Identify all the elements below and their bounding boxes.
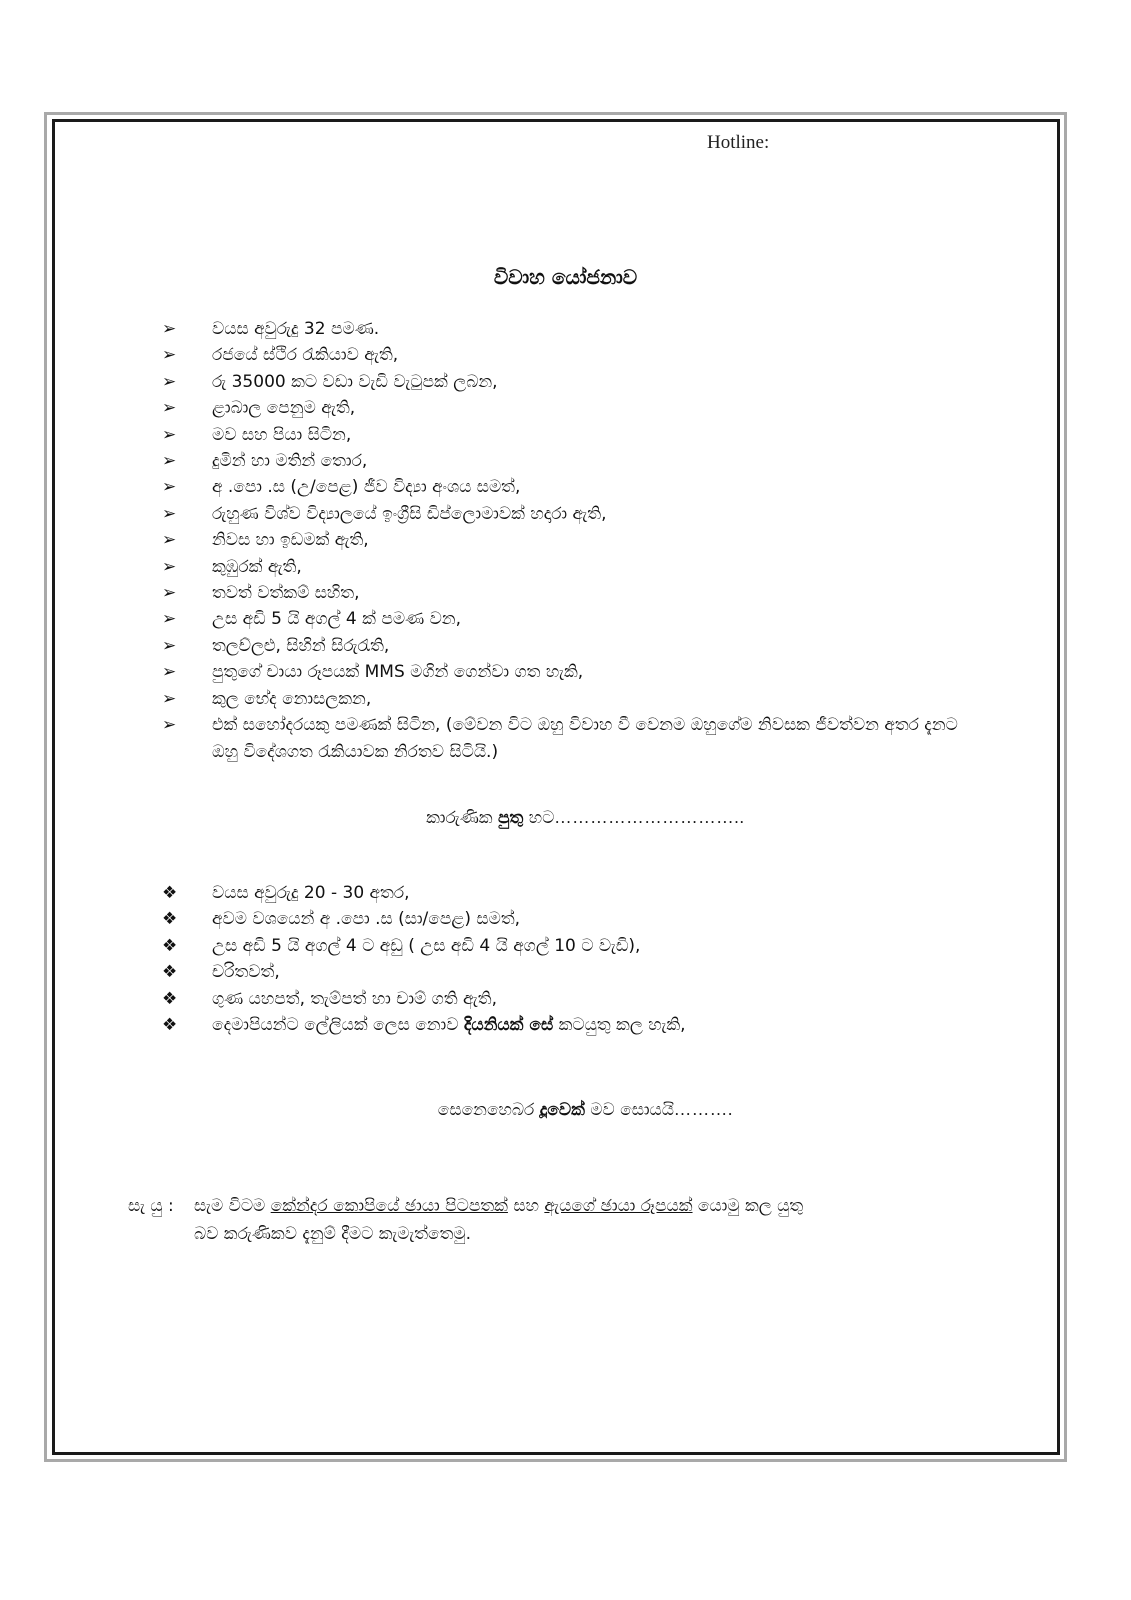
arrow-bullet-icon: ➢: [162, 503, 177, 524]
groom-list-item: [162, 448, 982, 474]
arrow-bullet-icon: ➢: [162, 319, 177, 339]
footnote-line-1: [128, 1192, 958, 1220]
groom-list-item: [162, 501, 982, 527]
bride-last-item-bold: දියනියක් සේ: [463, 1015, 554, 1036]
bride-sentence-dots: ……….: [673, 1100, 734, 1119]
groom-details-list: [162, 316, 982, 765]
groom-list-item: [162, 554, 982, 580]
groom-list-item: [162, 422, 982, 448]
arrow-bullet-icon: ➢: [162, 424, 177, 445]
bride-list-item-text: චරිතවත්,: [212, 962, 280, 983]
bride-sentence-before: සෙනෙහෙබර: [437, 1100, 540, 1120]
groom-list-item-text: පුතුගේ චායා රූපයක් MMS මගින් ගෙන්වා ගත හැකි,: [212, 662, 584, 683]
groom-list-item-text: උස අඩි 5 යි අගල් 4 ක් පමණ වන,: [212, 609, 462, 630]
bride-list-item-text: උස අඩි 5 යි අගල් 4 ට අඩු ( උස අඩි 4 යි අගල් 10 ට වැඩි),: [212, 935, 641, 956]
groom-list-item: [162, 395, 982, 421]
groom-sentence-dots: …………………………..: [554, 808, 745, 827]
groom-list-item: [162, 606, 982, 632]
groom-sentence-after: හට: [523, 808, 555, 828]
groom-sentence-before: කාරුණික: [426, 808, 499, 828]
footnote-part-2: සහ: [507, 1196, 545, 1216]
groom-list-item-text: වයස අවුරුදු 32 පමණ.: [212, 319, 380, 339]
arrow-bullet-icon: ➢: [162, 556, 177, 577]
bride-list-item: [162, 1012, 982, 1038]
diamond-bullet-icon: ❖: [162, 962, 178, 983]
arrow-bullet-icon: ➢: [162, 662, 177, 683]
groom-list-item-text: දුමින් හා මතින් තොර,: [212, 451, 368, 472]
arrow-bullet-icon: ➢: [162, 635, 177, 656]
arrow-bullet-icon: ➢: [162, 477, 177, 498]
groom-sentence: [0, 808, 1131, 828]
arrow-bullet-icon: ➢: [162, 583, 177, 604]
groom-list-item: [162, 316, 982, 342]
footnote-underline-horoscope: කේන්දර කොපියේ ඡායා පිටපතක්: [270, 1196, 508, 1216]
bride-last-item-before: දෙමාපියන්ට ලේලියක් ලෙස නොව: [212, 1015, 464, 1036]
bride-list-item-text: වයස අවුරුදු 20 - 30 අතර,: [212, 883, 410, 903]
bride-list-item-text: අවම වශයෙන් අ .පො .ස (සා/පෙළ) සමත්,: [212, 909, 521, 930]
groom-list-item: [162, 659, 982, 685]
arrow-bullet-icon: ➢: [162, 371, 177, 392]
groom-list-item-text: නිවස හා ඉඩමක් ඇති,: [212, 530, 369, 551]
groom-list-item: [162, 686, 982, 712]
bride-list-item-text: ගුණ යහපත්, තැම්පත් හා චාම් ගති ඇති,: [212, 988, 498, 1009]
bride-sentence-after: මව සොයයි: [584, 1100, 674, 1120]
groom-list-item-text: තවත් වත්කම් සහිත,: [212, 583, 360, 604]
bride-list-item: [162, 880, 982, 906]
bride-list-item: [162, 959, 982, 985]
diamond-bullet-icon: ❖: [162, 988, 178, 1009]
groom-list-item-text: රුහුණ විශ්ව විද්‍යාලයේ ඉංග්‍රීසි ඩිප්ලොමාවක් හදාරා ඇති,: [212, 503, 607, 524]
arrow-bullet-icon: ➢: [162, 398, 177, 419]
arrow-bullet-icon: ➢: [162, 345, 177, 366]
footnote-label: සැ යු :: [128, 1196, 174, 1216]
bride-requirements-list: [162, 880, 982, 1038]
bride-list-item: [162, 986, 982, 1012]
diamond-bullet-icon: ❖: [162, 935, 178, 956]
footnote-line-2: බව කරුණිකව දැනුම් දීමට කැමැත්තෙමු.: [194, 1224, 472, 1244]
footnote-underline-photo: ඇයගේ ඡායා රූපයක්: [544, 1196, 693, 1216]
groom-list-item: [162, 342, 982, 368]
bride-list-item: [162, 906, 982, 932]
arrow-bullet-icon: ➢: [162, 609, 177, 630]
groom-list-item-text: රජයේ ස්ථිර රැකියාව ඇති,: [212, 345, 399, 366]
arrow-bullet-icon: ➢: [162, 688, 177, 709]
diamond-bullet-icon: ❖: [162, 1015, 178, 1036]
hotline-label: Hotline:: [707, 132, 770, 153]
document-title: විවාහ යෝජනාව: [493, 265, 638, 289]
diamond-bullet-icon: ❖: [162, 883, 178, 903]
bride-sentence: [0, 1100, 1131, 1120]
groom-list-item-text: එක් සහෝදරයකු පමණක් සිටින, (මේවන විට ඔහු විවාහ වී වෙනම ඔහුගේම නිවසක ජීවත්වන අතර දැනට ඔහු විදේශගත රැකියාවක නිරතව සිටියි.): [212, 715, 958, 762]
diamond-bullet-icon: ❖: [162, 909, 178, 930]
groom-list-item-text: කුල භේද නොසලකන,: [212, 688, 372, 709]
groom-list-item-text: තලච්ලළු, සිහින් සිරුරැති,: [212, 635, 390, 656]
groom-list-item: [162, 474, 982, 500]
groom-list-item: [162, 580, 982, 606]
groom-list-item: [162, 369, 982, 395]
groom-list-item: [162, 633, 982, 659]
bride-sentence-bold: දූවෙක්: [539, 1100, 585, 1120]
groom-list-item-text: රු 35000 කට වඩා වැඩි වැටුපක් ලබන,: [212, 371, 498, 392]
groom-list-item-text: ළාබාල පෙනුම ඇති,: [212, 398, 356, 419]
bride-list-item: [162, 933, 982, 959]
groom-list-item: [162, 527, 982, 553]
groom-list-item-text: අ .පො .ස (උ/පෙළ) ජීව විද්‍යා අංශය සමත්,: [212, 477, 521, 498]
groom-list-item: [162, 712, 982, 765]
groom-list-item-text: කුඹුරක් ඇති,: [212, 556, 302, 577]
arrow-bullet-icon: ➢: [162, 451, 177, 472]
footnote-part-3: යොමු කල යුතු: [692, 1196, 804, 1216]
footnote: [128, 1192, 958, 1248]
arrow-bullet-icon: ➢: [162, 530, 177, 551]
groom-list-item-text: මව සහ පියා සිටින,: [212, 424, 352, 445]
footnote-part-1: සැම විටම: [194, 1196, 271, 1216]
bride-last-item-after: කටයුතු කල හැකි,: [553, 1015, 686, 1036]
groom-sentence-bold: පුතු: [498, 808, 524, 828]
arrow-bullet-icon: ➢: [162, 715, 177, 736]
